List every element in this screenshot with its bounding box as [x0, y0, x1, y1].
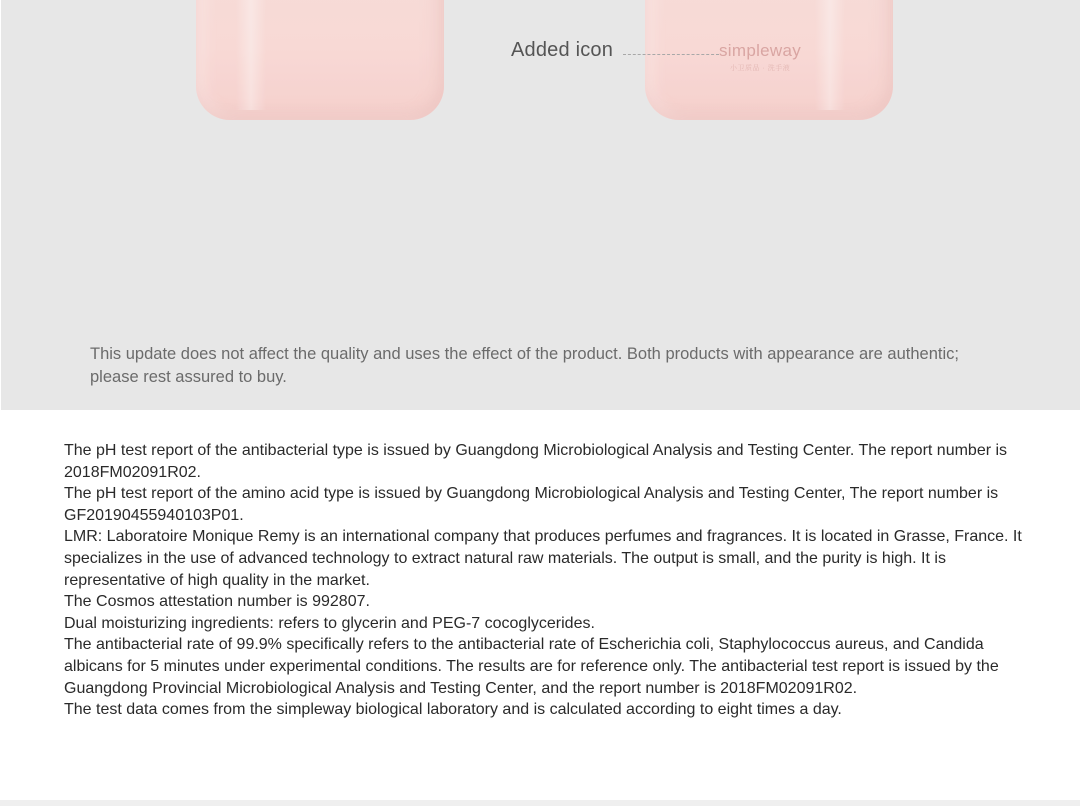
bottle-highlight: [236, 0, 266, 110]
footnote-test-data: The test data comes from the simpleway biological laboratory and is calculated according to eight times a day.: [64, 701, 842, 719]
update-notice: This update does not affect the quality and uses the effect of the product. Both products with appearance are authentic; please rest assured to buy.: [90, 345, 959, 386]
footnote-ph-amino-acid: The pH test report of the amino acid type is issued by Guangdong Microbiological Analysis and Testing Center, The report number is GF20190455940103P01.: [64, 485, 999, 524]
old-bottle-image: [196, 0, 444, 120]
bottom-divider: [0, 800, 1080, 806]
added-icon-callout: Added icon: [511, 39, 614, 61]
footnotes: [64, 440, 1039, 721]
brand-subtitle-logo: 小卫质品 · 洗手液: [730, 65, 791, 72]
simpleway-logo: simpleway: [719, 41, 802, 60]
product-banner: [1, 0, 1080, 410]
footnote-lmr: LMR: Laboratoire Monique Remy is an international company that produces perfumes and fragrances. It is located in Grasse, France. It specializes in the use of advanced technology to extract natural raw materials. The output is small, and the purity is high. It is representative of high quality in the market.: [64, 528, 1022, 589]
callout-leader-line: [623, 54, 719, 55]
footnote-ph-antibacterial: The pH test report of the antibacterial type is issued by Guangdong Microbiological Analysis and Testing Center. The report number is 2018FM02091R02.: [64, 442, 1008, 481]
footnote-antibacterial-rate: The antibacterial rate of 99.9% specifically refers to the antibacterial rate of Escherichia coli, Staphylococcus aureus, and Candida albicans for 5 minutes under experimental conditions. The results are for reference only. The antibacterial test report is issued by the Guangdong Provincial Microbiological Analysis and Testing Center, and the report number is 2018FM02091R02.: [64, 636, 999, 697]
bottle-highlight: [815, 0, 845, 110]
footnote-moisturizing: Dual moisturizing ingredients: refers to glycerin and PEG-7 cocoglycerides.: [64, 614, 595, 632]
footnote-cosmos: The Cosmos attestation number is 992807.: [64, 593, 370, 611]
